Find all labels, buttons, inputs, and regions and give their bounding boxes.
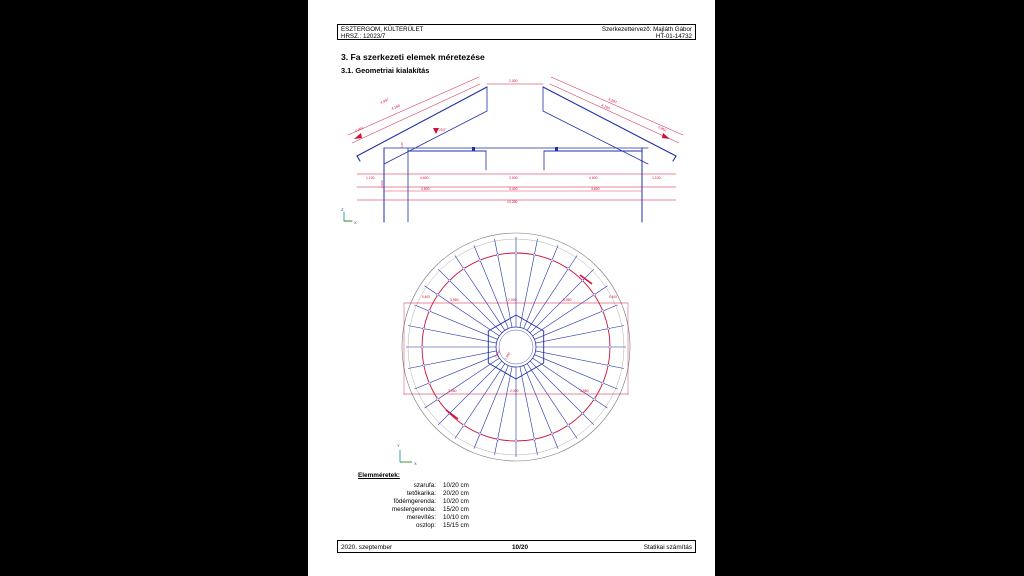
- ring-node: [448, 279, 450, 281]
- element-sizes-title: Elemméretek:: [358, 472, 400, 479]
- ring-node: [437, 294, 439, 296]
- ring-node: [551, 433, 553, 435]
- ring-node: [602, 382, 604, 384]
- ring-node: [497, 254, 499, 256]
- ring-node: [581, 279, 583, 281]
- rafter-line: [527, 256, 577, 331]
- project-location: ESZTERGOM, KÜLTERÜLET: [341, 26, 424, 33]
- rafter-line: [533, 358, 608, 408]
- rafter-line: [474, 245, 508, 328]
- ring-node: [551, 259, 553, 261]
- document-page: [308, 0, 715, 576]
- dim-row1-a: 1,100: [366, 176, 375, 180]
- dim-right-slope-outer: 4,997: [607, 97, 618, 105]
- rafter-line: [414, 355, 497, 389]
- rafter-line: [536, 326, 624, 344]
- subsection-title: 3.1. Geometriai kialakítás: [341, 66, 430, 75]
- ring-node: [602, 310, 604, 312]
- rafter-line: [408, 326, 496, 344]
- ring-node: [581, 412, 583, 414]
- ring-node: [479, 259, 481, 261]
- dim-row1-d: 4,600: [589, 176, 598, 180]
- dim-left-slope-inner: 4,160: [390, 103, 401, 111]
- rafter-line: [536, 351, 624, 369]
- rafter-line: [524, 245, 558, 328]
- license-number: HT-01-14732: [655, 33, 692, 40]
- rafter-line: [495, 239, 513, 327]
- ring-node: [437, 398, 439, 400]
- ring-node: [421, 346, 423, 348]
- element-name: tetőkarika:: [406, 490, 436, 497]
- axis-y-label: Y: [397, 443, 400, 448]
- ring-node: [497, 438, 499, 440]
- rafter-line: [474, 366, 508, 449]
- ring-node: [428, 382, 430, 384]
- ring-node: [463, 268, 465, 270]
- rafter-line: [455, 256, 505, 331]
- element-size: 10/20 cm: [443, 482, 469, 489]
- rafter-line: [535, 355, 618, 389]
- ring-node: [593, 398, 595, 400]
- dim-row2-a: 3,800: [421, 187, 430, 191]
- plan-dim-diag-2: 1,500: [503, 351, 512, 361]
- rafter-line: [455, 364, 505, 439]
- dim-row1-b: 4,600: [420, 176, 429, 180]
- rafter-line: [425, 286, 500, 336]
- rafter-line: [438, 269, 502, 333]
- plan-dim-diag-1: 2,000: [493, 349, 502, 359]
- plan-dim-upper-right: 0,400: [609, 295, 617, 299]
- rafter-line: [524, 366, 558, 449]
- ring-node: [567, 268, 569, 270]
- rafter-line: [533, 286, 608, 336]
- rafter-line: [425, 358, 500, 408]
- rafter-line: [408, 351, 496, 369]
- plan-dim-bottom-b: 2,000: [510, 389, 519, 393]
- ring-node: [423, 364, 425, 366]
- plan-dim-top-b: 2,000: [508, 298, 517, 302]
- elevation-view: [341, 77, 683, 225]
- footer-doc-type: Statikai számítás: [643, 544, 692, 551]
- rafter-line: [520, 239, 538, 327]
- ring-node: [479, 433, 481, 435]
- element-size: 15/20 cm: [443, 506, 469, 513]
- ring-node: [463, 424, 465, 426]
- element-size: 15/15 cm: [443, 522, 469, 529]
- rafter-line: [414, 305, 497, 339]
- dim-row1-e: 1,100: [652, 176, 661, 180]
- plan-view: [397, 233, 630, 466]
- ring-node: [423, 328, 425, 330]
- ring-node: [428, 310, 430, 312]
- section-title: 3. Fa szerkezeti elemek méretezése: [341, 52, 485, 62]
- svg-text:2,500: 2,500: [380, 180, 384, 188]
- axis-z-label: Z: [341, 207, 344, 212]
- ring-node: [515, 252, 517, 254]
- element-size: 10/10 cm: [443, 514, 469, 521]
- element-name: merevítés:: [406, 514, 436, 521]
- plan-dim-top-a: 3,960: [450, 298, 459, 302]
- footer-date: 2020. szeptember: [341, 544, 393, 551]
- svg-text:0,40: 0,40: [400, 142, 404, 148]
- dim-slope-angle: 23,0°: [439, 128, 447, 132]
- page-number: 10/20: [512, 544, 528, 551]
- dim-eave-right: 0,852: [657, 125, 667, 133]
- dim-row2-c: 3,800: [591, 187, 600, 191]
- plan-dim-top-c: 3,960: [563, 298, 572, 302]
- ring-node: [533, 254, 535, 256]
- structural-designer: Szerkezettervező: Majláth Gábor: [601, 26, 692, 33]
- element-name: födémgerenda:: [393, 498, 436, 505]
- rafter-line: [520, 367, 538, 455]
- dim-right-slope-inner: 4,160: [600, 103, 611, 111]
- ring-node: [607, 364, 609, 366]
- dim-row1-c: 2,000: [509, 176, 518, 180]
- parcel-number: HRSZ.: 12023/7: [341, 33, 386, 40]
- rafter-line: [527, 364, 577, 439]
- dim-eave-left: 0,852: [354, 125, 365, 133]
- ring-node: [533, 438, 535, 440]
- page-footer: [337, 540, 696, 553]
- element-size: 20/20 cm: [443, 490, 469, 497]
- rafter-line: [535, 305, 618, 339]
- axis-x-label: X: [354, 220, 357, 225]
- plan-dim-bottom-a: 3,960: [448, 389, 457, 393]
- ring-node: [567, 424, 569, 426]
- ring-node: [609, 346, 611, 348]
- ring-node: [593, 294, 595, 296]
- rafter-line: [495, 367, 513, 455]
- axis-x-plan-label: X: [414, 461, 417, 466]
- ring-node: [515, 440, 517, 442]
- plan-dim-upper-left: 0,400: [422, 295, 430, 299]
- ring-node: [607, 328, 609, 330]
- element-name: oszlop:: [416, 522, 436, 529]
- dim-total: 13,280: [507, 200, 518, 204]
- dim-row2-b: 3,400: [509, 187, 518, 191]
- plan-dim-bottom-c: 3,960: [580, 389, 589, 393]
- element-name: szarufa:: [413, 482, 436, 489]
- dim-top-gap: 2,000: [509, 79, 518, 83]
- dim-left-slope-outer: 4,997: [379, 97, 390, 105]
- element-size: 10/20 cm: [443, 498, 469, 505]
- element-name: mestergerenda:: [391, 506, 436, 513]
